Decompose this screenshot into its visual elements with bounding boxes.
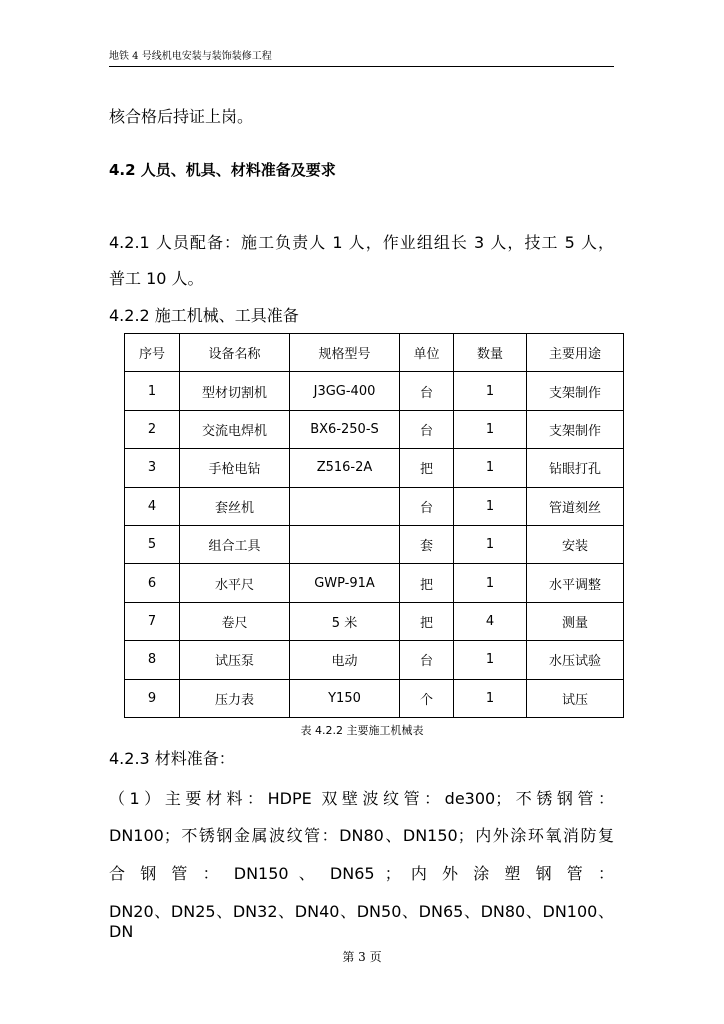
table-cell: 测量 xyxy=(527,602,624,640)
table-cell: 试压泵 xyxy=(180,641,290,679)
table-cell: 6 xyxy=(125,564,180,602)
table-cell: J3GG-400 xyxy=(290,372,400,410)
table-cell: 支架制作 xyxy=(527,410,624,448)
table-cell: 交流电焊机 xyxy=(180,410,290,448)
table-row xyxy=(125,679,624,717)
table-row xyxy=(125,372,624,410)
table-row xyxy=(125,641,624,679)
header-cell: 序号 xyxy=(125,334,180,372)
table-cell: 试压 xyxy=(527,679,624,717)
table-cell: 1 xyxy=(454,641,527,679)
table-cell: 1 xyxy=(454,564,527,602)
table-cell: 安装 xyxy=(527,525,624,563)
table-cell: Y150 xyxy=(290,679,400,717)
table-cell: BX6-250-S xyxy=(290,410,400,448)
table-cell: 4 xyxy=(125,487,180,525)
table-cell: 9 xyxy=(125,679,180,717)
table-cell: 1 xyxy=(454,410,527,448)
header-cell: 单位 xyxy=(400,334,454,372)
header-cell: 规格型号 xyxy=(290,334,400,372)
table-cell: 1 xyxy=(454,679,527,717)
personnel-text-cont: 普工 10 人。 xyxy=(109,269,204,288)
table-cell: 把 xyxy=(400,449,454,487)
table-row xyxy=(125,525,624,563)
body-text-line: 核合格后持证上岗。 xyxy=(109,107,254,126)
table-cell: 台 xyxy=(400,372,454,410)
equipment-table xyxy=(124,333,624,718)
table-row xyxy=(125,487,624,525)
table-cell: 1 xyxy=(454,372,527,410)
table-cell: 5 xyxy=(125,525,180,563)
table-row xyxy=(125,410,624,448)
table-cell: 套 xyxy=(400,525,454,563)
table-cell: 7 xyxy=(125,602,180,640)
table-cell: 水平调整 xyxy=(527,564,624,602)
page-header: 地铁 4 号线机电安装与装饰装修工程 xyxy=(109,50,614,67)
table-cell: 台 xyxy=(400,487,454,525)
materials-text: 合 钢 管 ： DN150 、 DN65 ； 内 外 涂 塑 钢 管 ： xyxy=(109,864,614,883)
table-cell xyxy=(290,525,400,563)
page-number: 第 3 页 xyxy=(342,950,382,964)
table-cell: 1 xyxy=(454,449,527,487)
table-cell: 把 xyxy=(400,602,454,640)
table-row xyxy=(125,449,624,487)
table-cell: 卷尺 xyxy=(180,602,290,640)
table-cell: 型材切割机 xyxy=(180,372,290,410)
table-cell: Z516-2A xyxy=(290,449,400,487)
materials-text: （1）主要材料：HDPE 双壁波纹管：de300；不锈钢管： xyxy=(109,789,614,808)
table-cell: 支架制作 xyxy=(527,372,624,410)
table-cell: 组合工具 xyxy=(180,525,290,563)
personnel-text: 4.2.1 人员配备：施工负责人 1 人，作业组组长 3 人，技工 5 人， xyxy=(109,233,614,252)
table-cell: 水平尺 xyxy=(180,564,290,602)
table-cell: 1 xyxy=(454,525,527,563)
table-row xyxy=(125,564,624,602)
table-header-row xyxy=(125,334,624,372)
table-caption: 表 4.2.2 主要施工机械表 xyxy=(300,724,424,737)
table-cell: GWP-91A xyxy=(290,564,400,602)
table-cell: 1 xyxy=(454,487,527,525)
table-cell: 水压试验 xyxy=(527,641,624,679)
table-cell: 管道刻丝 xyxy=(527,487,624,525)
table-cell: 4 xyxy=(454,602,527,640)
table-cell: 5 米 xyxy=(290,602,400,640)
table-cell: 把 xyxy=(400,564,454,602)
table-cell: 个 xyxy=(400,679,454,717)
table-cell: 电动 xyxy=(290,641,400,679)
table-cell: 手枪电钻 xyxy=(180,449,290,487)
table-cell: 3 xyxy=(125,449,180,487)
header-cell: 设备名称 xyxy=(180,334,290,372)
table-row xyxy=(125,602,624,640)
table-cell: 钻眼打孔 xyxy=(527,449,624,487)
materials-heading: 4.2.3 材料准备： xyxy=(109,749,235,768)
table-cell: 8 xyxy=(125,641,180,679)
equipment-heading: 4.2.2 施工机械、工具准备 xyxy=(109,306,299,325)
table-cell: 压力表 xyxy=(180,679,290,717)
table-cell xyxy=(290,487,400,525)
table-cell: 2 xyxy=(125,410,180,448)
materials-text: DN100；不锈钢金属波纹管：DN80、DN150；内外涂环氧消防复 xyxy=(109,826,614,845)
section-heading: 4.2 人员、机具、材料准备及要求 xyxy=(109,161,336,179)
table-cell: 1 xyxy=(125,372,180,410)
materials-text: DN20、DN25、DN32、DN40、DN50、DN65、DN80、DN100、DN xyxy=(109,902,614,941)
table-cell: 台 xyxy=(400,410,454,448)
table-cell: 台 xyxy=(400,641,454,679)
header-cell: 数量 xyxy=(454,334,527,372)
table-cell: 套丝机 xyxy=(180,487,290,525)
header-cell: 主要用途 xyxy=(527,334,624,372)
